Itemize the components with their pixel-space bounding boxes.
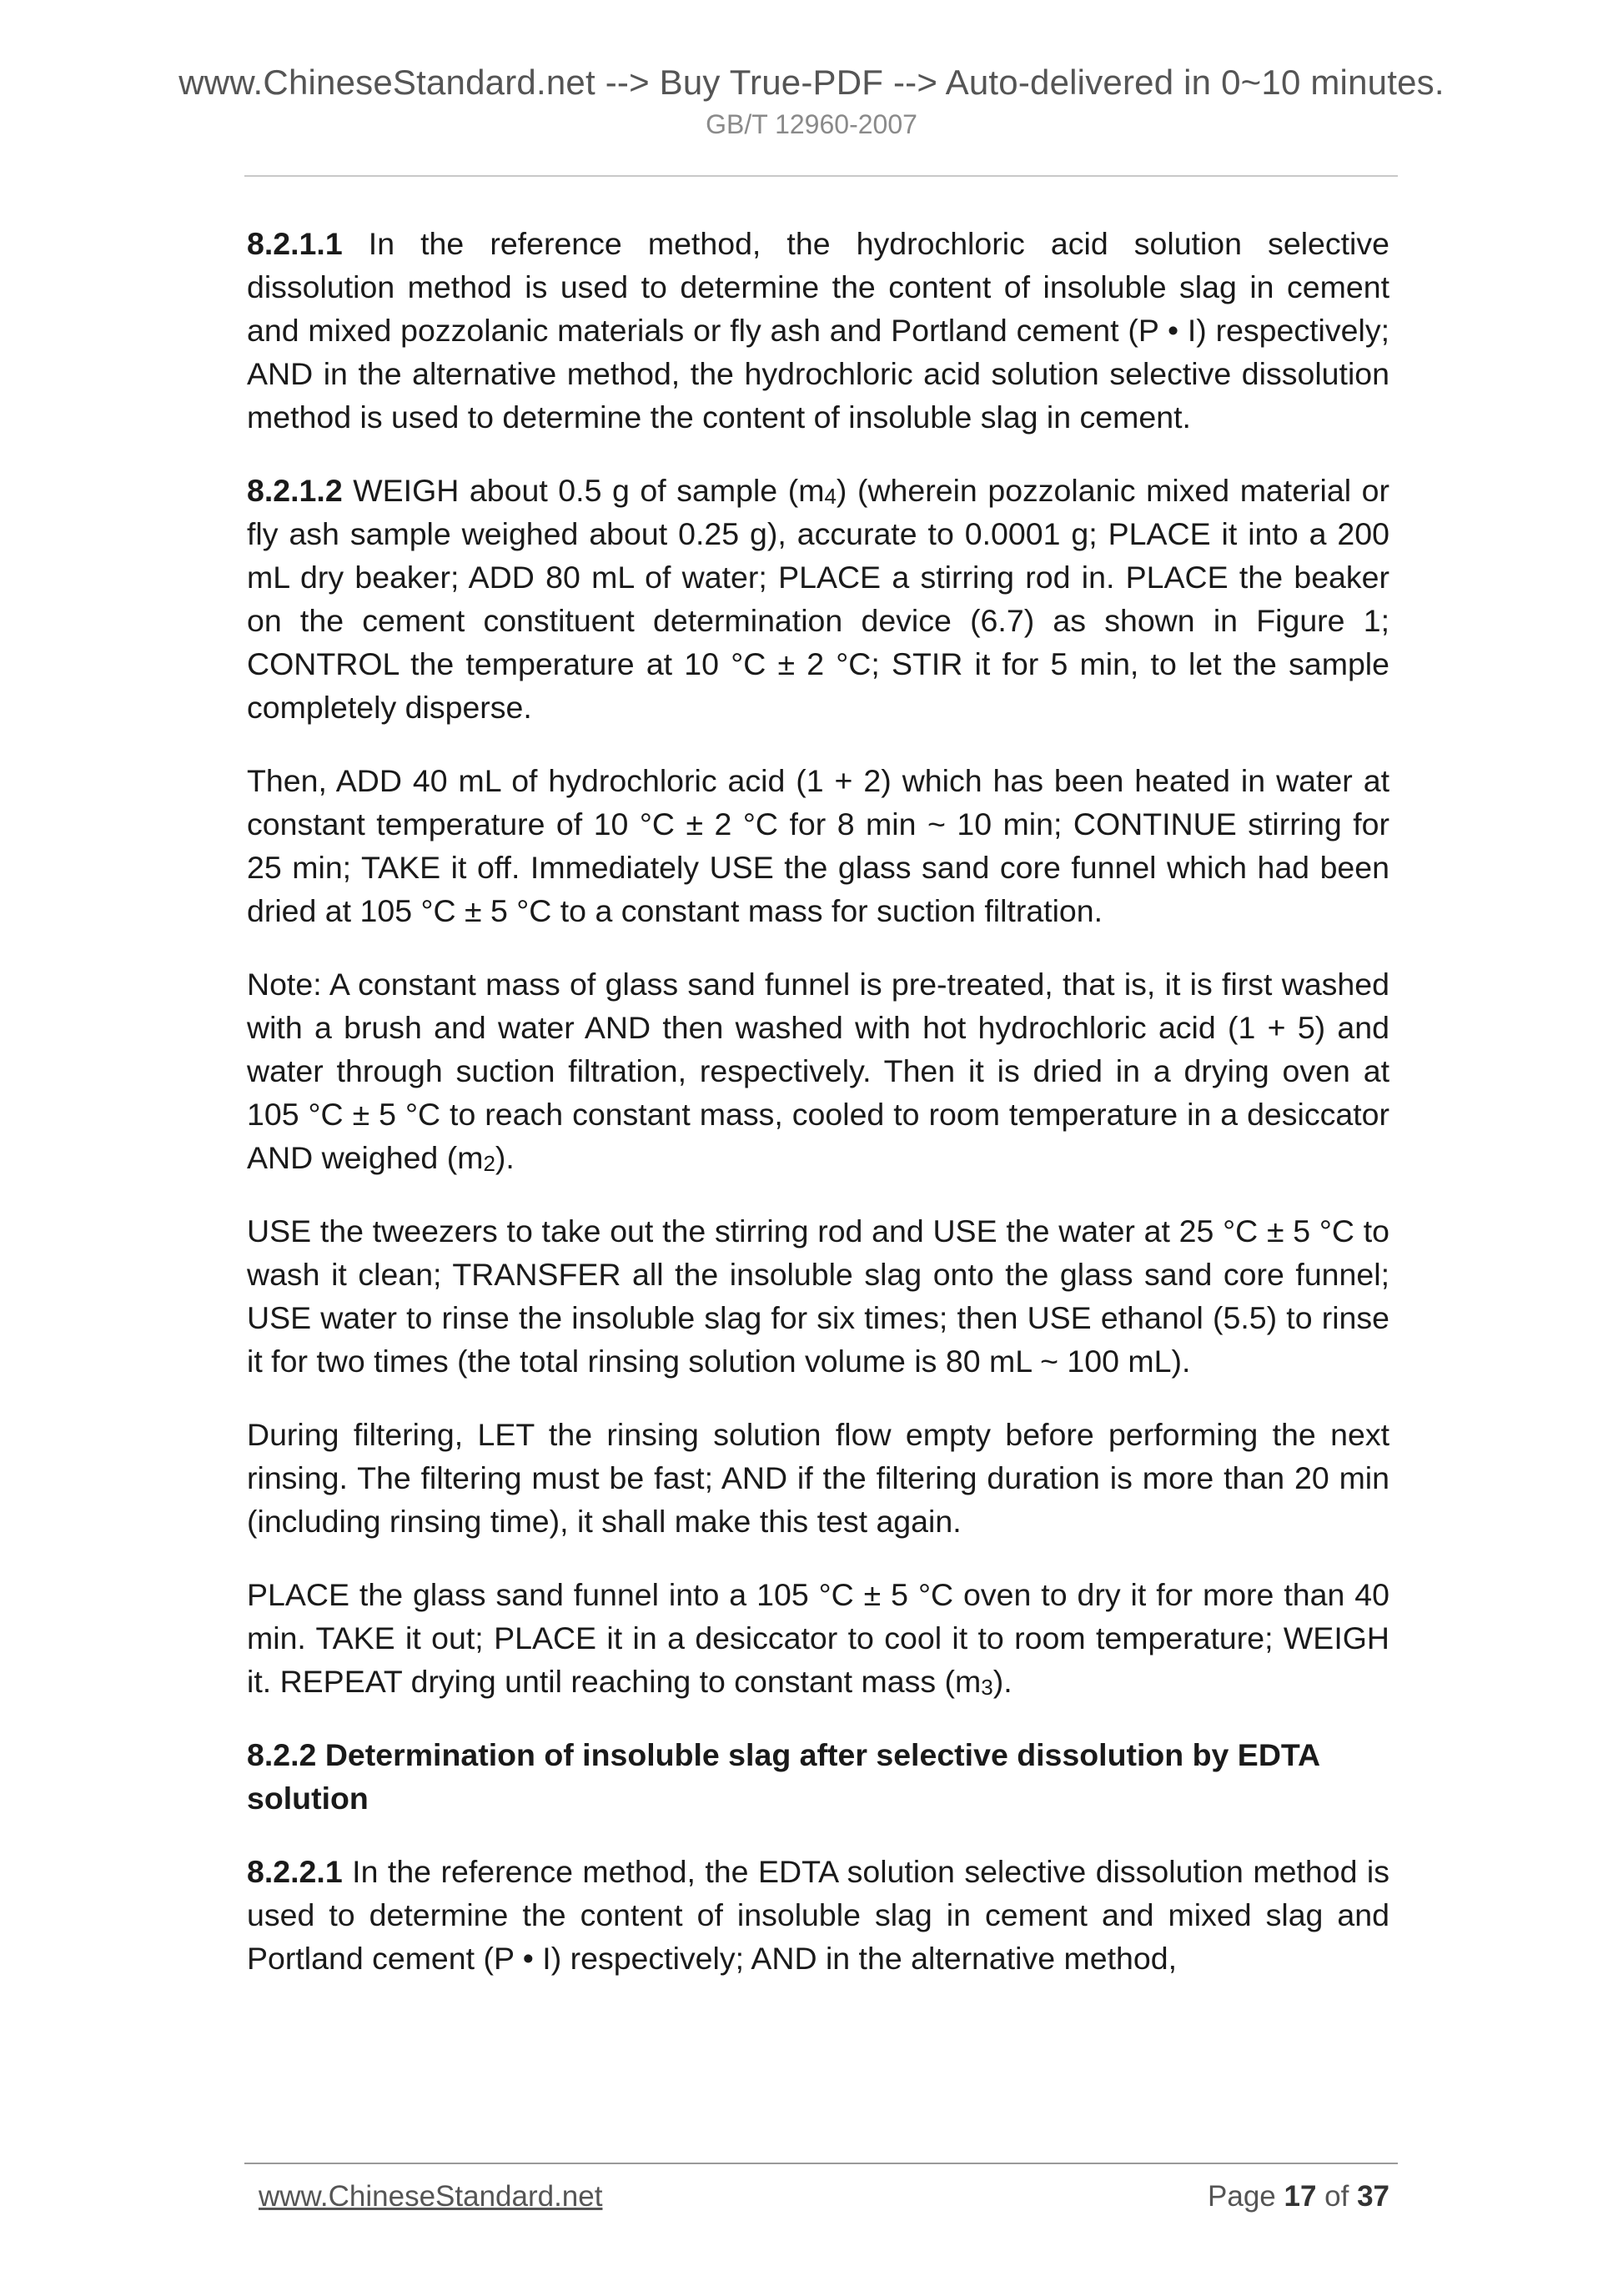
paragraph-text: In the reference method, the EDTA solution selective dissolution method is used to determine the content of insoluble slag in cement and mixed slag and Portland cement (P • I) respectively; AND in the alternative method, bbox=[247, 1854, 1389, 1976]
subscript: 2 bbox=[483, 1151, 495, 1176]
header-banner: www.ChineseStandard.net --> Buy True-PDF --> Auto-delivered in 0~10 minutes. bbox=[178, 63, 1445, 102]
standard-code: GB/T 12960-2007 bbox=[706, 109, 917, 140]
clause-label: 8.2.2.1 bbox=[247, 1854, 343, 1889]
document-body bbox=[247, 222, 1389, 2010]
paragraph-text: ) (wherein pozzolanic mixed material or fly ash sample weighed about 0.25 g), accurate to 0.0001 g; PLACE it into a 200 mL dry beaker; ADD 80 mL of water; PLACE a stirring rod in. PLACE the beaker on the cement constituent determination device (6.7) as shown in Figure 1; CONTROL the temperature at 10 °C ± 2 °C; STIR it for 5 min, to let the sample completely disperse. bbox=[247, 473, 1389, 725]
page-header bbox=[0, 62, 1623, 141]
paragraph-text: WEIGH about 0.5 g of sample (m bbox=[342, 473, 825, 508]
page-footer bbox=[259, 2180, 1389, 2222]
paragraph-8-2-2-1 bbox=[247, 1850, 1389, 1980]
paragraph-add-hydrochloric-acid: Then, ADD 40 mL of hydrochloric acid (1 + 2) which has been heated in water at constant temperature of 10 °C ± 2 °C for 8 min ~ 10 min; CONTINUE stirring for 25 min; TAKE it off. Immediately USE the glass sand core funnel which had been dried at 105 °C ± 5 °C to a constant mass for suction filtration. bbox=[247, 763, 1389, 928]
section-heading-8-2-2: 8.2.2 Determination of insoluble slag after selective dissolution by EDTA solution bbox=[247, 1737, 1319, 1816]
page-number: Page 17 of 37 bbox=[1208, 2180, 1389, 2213]
subscript: 3 bbox=[981, 1675, 993, 1700]
footer-divider bbox=[244, 2163, 1398, 2164]
paragraph-drying bbox=[247, 1573, 1389, 1703]
paragraph-rinsing: USE the tweezers to take out the stirring rod and USE the water at 25 °C ± 5 °C to wash it clean; TRANSFER all the insoluble slag onto the glass sand core funnel; USE water to rinse the insoluble slag for six times; then USE ethanol (5.5) to rinse it for two times (the total rinsing solution volume is 80 mL ~ 100 mL). bbox=[247, 1213, 1389, 1379]
header-divider bbox=[244, 175, 1398, 177]
current-page: 17 bbox=[1284, 2180, 1317, 2213]
footer-site-link[interactable]: www.ChineseStandard.net bbox=[259, 2180, 603, 2213]
clause-label: 8.2.1.1 bbox=[247, 226, 343, 261]
paragraph-8-2-1-1 bbox=[247, 222, 1389, 439]
note-paragraph bbox=[247, 962, 1389, 1179]
paragraph-text: In the reference method, the hydrochloric acid solution selective dissolution method is used to determine the content of insoluble slag in cement and mixed pozzolanic materials or fly ash and Portland cement (P • I) respectively; AND in the alternative method, the hydrochloric acid solution selective dissolution method is used to determine the content of insoluble slag in cement. bbox=[247, 226, 1389, 435]
paragraph-text: ). bbox=[495, 1140, 515, 1175]
clause-label: 8.2.1.2 bbox=[247, 473, 343, 508]
total-pages: 37 bbox=[1357, 2180, 1389, 2213]
paragraph-text: ). bbox=[992, 1664, 1012, 1699]
paragraph-filtering: During filtering, LET the rinsing solution flow empty before performing the next rinsing. The filtering must be fast; AND if the filtering duration is more than 20 min (including rinsing time), it shall make this test again. bbox=[247, 1417, 1389, 1539]
paragraph-8-2-1-2 bbox=[247, 469, 1389, 729]
subscript: 4 bbox=[824, 484, 837, 509]
paragraph-text: Note: A constant mass of glass sand funnel is pre-treated, that is, it is first washed with a brush and water AND then washed with hot hydrochloric acid (1 + 5) and water through suction filtration, respectively. Then it is dried in a drying oven at 105 °C ± 5 °C to reach constant mass, cooled to room temperature in a desiccator AND weighed (m bbox=[247, 967, 1389, 1175]
paragraph-text: PLACE the glass sand funnel into a 105 °C ± 5 °C oven to dry it for more than 40 min. TAKE it out; PLACE it in a desiccator to cool it to room temperature; WEIGH it. REPEAT drying until reaching to constant mass (m bbox=[247, 1577, 1389, 1699]
